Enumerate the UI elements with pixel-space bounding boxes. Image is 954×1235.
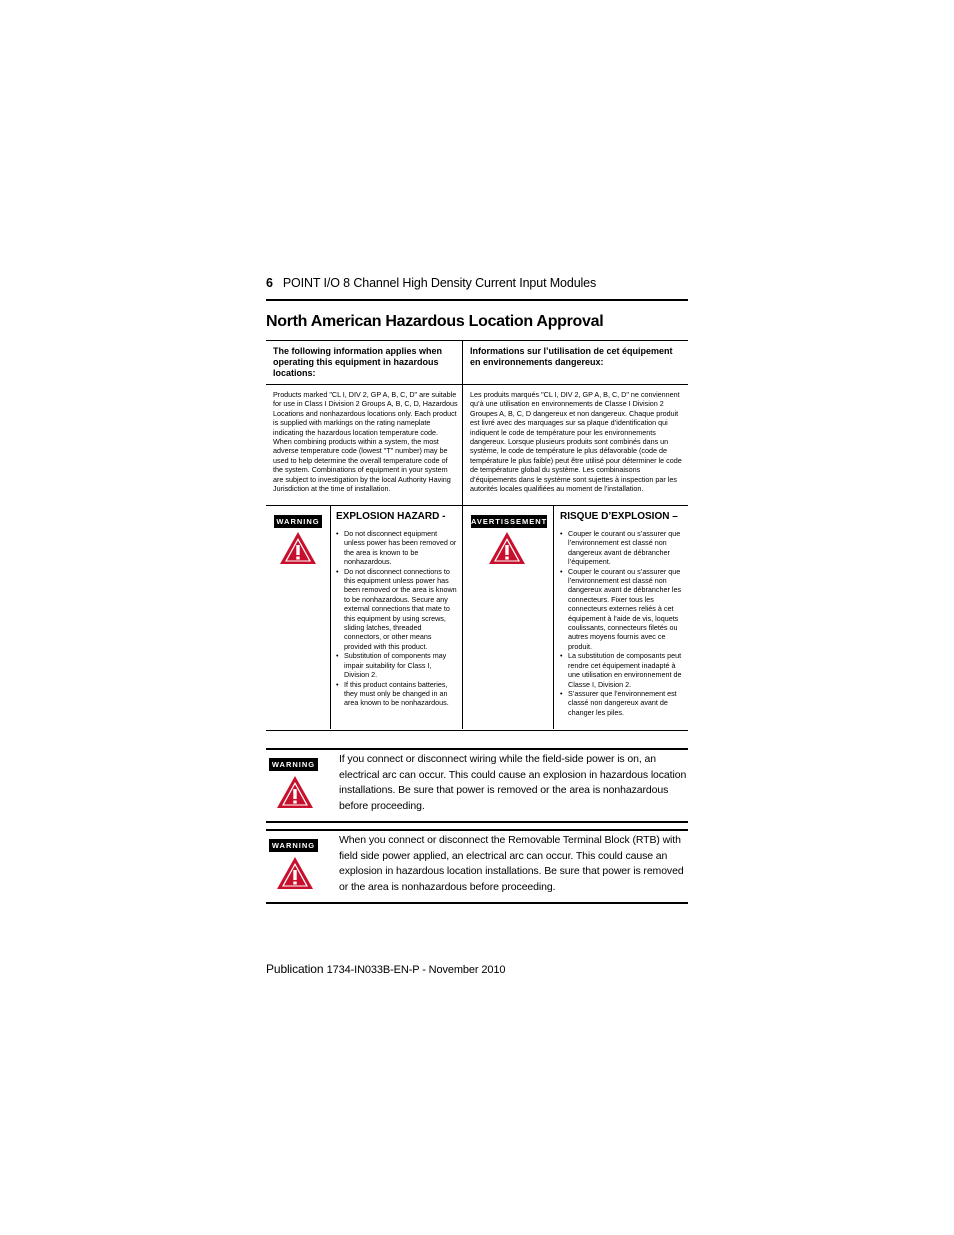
warning-badge: WARNING <box>269 758 318 771</box>
explosion-hazard-title: EXPLOSION HAZARD - <box>336 511 446 522</box>
list-item: • Do not disconnect connections to this equipment unless power has been removed or the area is known to be nonhazardous. Secure any external connections that mate to this equipment by using screws, sliding latches, threaded connectors, or other means provided with this product. <box>336 567 458 652</box>
risque-explosion-title: RISQUE D’EXPLOSION – <box>560 511 678 522</box>
left-body-text: Products marked "CL I, DIV 2, GP A, B, C, D" are suitable for use in Class I Division 2 Groups A, B, C, D, Hazardous Locations and nonhazardous locations only. Each product is supplied with markings on the rating nameplate indicating the hazardous location temperature code. When combining products within a system, the most adverse temperature code (lowest "T" number) may be used to help determine the overall temperature code of the system. Combinations of equipment in your system are subject to investigation by the local Authority Having Jurisdiction at the time of installation. <box>273 390 458 494</box>
warning-bottom-rule <box>266 902 688 904</box>
warning-triangle-icon <box>276 856 314 890</box>
list-item: • S’assurer que l’environnement est classé non dangereux avant de changer les piles. <box>560 689 684 717</box>
warning-badge: WARNING <box>274 515 322 528</box>
list-item: • La substitution de composants peut rendre cet équipement inadapté à une utilisation en environnement de Classe I, Division 2. <box>560 651 684 689</box>
list-item: • Do not disconnect equipment unless power has been removed or the area is known to be nonhazardous. <box>336 529 458 567</box>
document-title: POINT I/O 8 Channel High Density Current Input Modules <box>282 276 597 290</box>
heading-row-divider <box>266 384 688 385</box>
warning-triangle-icon <box>276 775 314 809</box>
right-icon-divider <box>553 505 554 729</box>
hazardous-location-table <box>266 340 688 731</box>
list-item: • Couper le courant ou s’assurer que l’environnement est classé non dangereux avant de débrancher l’équipement. <box>560 529 684 567</box>
warning-top-rule <box>266 829 688 831</box>
left-icon-divider <box>330 505 331 729</box>
page-number: 6 <box>266 276 273 290</box>
publication-label: Publication <box>266 962 324 976</box>
section-title: North American Hazardous Location Approval <box>266 313 604 330</box>
warning-text: If you connect or disconnect wiring while the field-side power is on, an electrical arc can occur. This could cause an explosion in hazardous location installations. Be sure that power is removed or the area is nonhazardous before proceeding. <box>339 753 687 812</box>
avertissement-badge: AVERTISSEMENT <box>471 517 548 526</box>
right-heading: Informations sur l’utilisation de cet équipement en environnements dangereux: <box>470 346 673 367</box>
right-body-text: Les produits marqués "CL I, DIV 2, GP A, B, C, D" ne conviennent qu’à une utilisation en environnements de Classe I Division 2 Groupes A, B, C, D dangereux et non dangereux. Chaque produit est livré avec des marquages sur sa plaque d’identification qui indiquent le code de température pour les environnements dangereux. Lorsque plusieurs produits sont combinés dans un système, le code de température le plus défavorable (code de température le plus faible) peut être utilisé pour déterminer le code de température global du système. Les combinaisons d’équipements dans le système sont sujettes à inspection par les autorités locales qualifiées au moment de l’installation. <box>470 390 682 494</box>
list-item: • If this product contains batteries, they must only be changed in an area known to be nonhazardous. <box>336 680 458 708</box>
warning-triangle-icon <box>279 531 317 565</box>
list-item: • Couper le courant ou s’assurer que l’environnement est classé non dangereux avant de débrancher les connecteurs. Fixer tous les connecteurs externes reliés à cet équipement à l’aide de vis, loquets coulissants, connecteurs filetés ou autres moyens fournis avec ce produit. <box>560 567 684 652</box>
risque-explosion-list <box>560 529 684 717</box>
warning-badge: WARNING <box>269 839 318 852</box>
explosion-hazard-list <box>336 529 458 708</box>
warning-text: When you connect or disconnect the Removable Terminal Block (RTB) with field side power applied, an electrical arc can occur. This could cause an explosion in hazardous location installations. Be sure that power is removed or the area is nonhazardous before proceeding. <box>339 834 684 893</box>
warning-top-rule <box>266 748 688 750</box>
list-item: • Substitution of components may impair suitability for Class I, Division 2. <box>336 651 458 679</box>
publication-id: 1734-IN033B-EN-P - November 2010 <box>326 964 506 976</box>
publication-footer <box>266 962 505 976</box>
header-rule <box>266 299 688 301</box>
column-divider <box>462 341 463 729</box>
body-row-divider <box>266 505 688 506</box>
left-heading: The following information applies when operating this equipment in hazardous locations: <box>273 346 443 378</box>
page-header <box>266 276 688 290</box>
warning-bottom-rule <box>266 821 688 823</box>
warning-triangle-icon <box>488 531 526 565</box>
